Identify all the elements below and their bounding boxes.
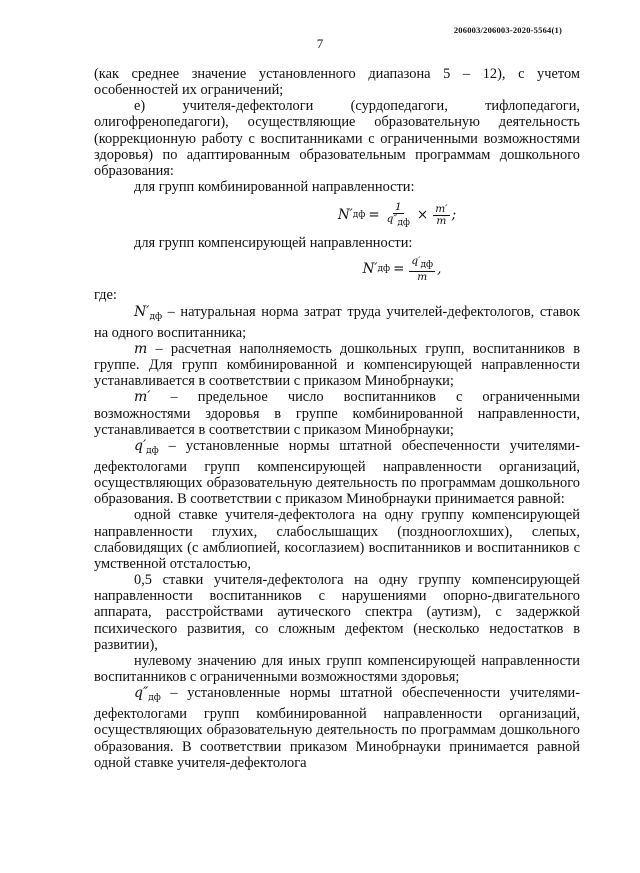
definition-text: – установленные нормы штатной обеспеченности учителями-дефектологами групп комбинированной направленности организаций, осуществляющих образовательную деятельность по программам дошкольного образования. В соответствии приказом Минобрнауки принимается равной одной ставке учителя-дефектолога xyxy=(94,685,580,771)
variable: $q''_{дф}$ xyxy=(134,685,161,704)
formula-compensating xyxy=(224,251,580,287)
variable: m xyxy=(134,340,148,357)
fraction xyxy=(385,202,412,229)
definition-text: – установленные нормы штатной обеспеченности учителями-дефектологами групп компенсирующей направленности организаций, осуществляющих образовательную деятельность по программам дошкольного образования. В соответствии с приказом Минобрнауки принимается равной: xyxy=(94,437,580,508)
definition-text: – расчетная наполняемость дошкольных групп, воспитанников в группе. Для групп комбинированной и компенсирующей направленности устанавливается в соответствии с приказом Минобрнауки; xyxy=(94,340,580,390)
paragraph: где: xyxy=(94,287,117,304)
paragraph: е) учителя-дефектологи (сурдопедагоги, тифлопедагоги, олигофренопедагоги), осуществляющие образовательную деятельность (коррекционную работу с воспитанниками с ограниченными возможностями здоровья) по адаптированным образовательным программам дошкольного образования: xyxy=(94,98,580,179)
definition-text: – предельное число воспитанников с ограниченными возможностями здоровья в группе комбинированной направленности, устанавливается в соответствии с приказом Минобрнауки; xyxy=(94,389,580,438)
paragraph: для групп компенсирующей направленности: xyxy=(134,235,413,252)
definition-paragraph xyxy=(94,389,580,437)
fraction-denominator: m xyxy=(417,270,428,283)
formula-end: , xyxy=(437,261,442,278)
fraction xyxy=(409,256,435,283)
variable: $N'_{дф}$ xyxy=(134,303,163,322)
fraction-numerator: q′дф xyxy=(411,254,434,270)
definition-paragraph xyxy=(94,438,580,508)
fraction-denominator: m xyxy=(436,214,447,227)
paragraph: одной ставке учителя-дефектолога на одну группу компенсирующей направленности глухих, слабослышащих (позднооглохших), слепых, слабовидящих (с амблиопией, косоглазием) воспитанников и воспитанников с умственной отсталостью, xyxy=(94,507,580,572)
formula-lhs: N′ xyxy=(337,207,353,224)
definition-paragraph xyxy=(94,341,580,389)
document-id: 206003/206003-2020-5564(1) xyxy=(453,25,562,35)
paragraph: (как среднее значение установленного диапазона 5 – 12), с учетом особенностей их ограничений; xyxy=(94,66,580,99)
formula-end: ; xyxy=(451,207,457,224)
paragraph: нулевому значению для иных групп компенсирующей направленности воспитанников с ограниченными возможностями здоровья; xyxy=(94,652,580,685)
fraction-denominator: q″дф xyxy=(386,212,410,228)
fraction-numerator: m′ xyxy=(435,202,448,215)
formula-equals: = xyxy=(393,261,405,278)
formula-lhs-subscript: дф xyxy=(377,264,391,275)
document-body xyxy=(94,66,580,771)
fraction xyxy=(433,204,449,227)
variable: $q'_{дф}$ xyxy=(134,437,159,456)
formula-lhs: N′ xyxy=(362,261,378,278)
definition-paragraph xyxy=(94,304,580,341)
paragraph: 0,5 ставки учителя-дефектолога на одну группу компенсирующей направленности воспитанников с нарушениями опорно-двигательного аппарата, расстройствами аутического спектра (аутизм), с задержкой психического развития, со сложным дефектом (несколько недостатков в развитии), xyxy=(94,572,580,653)
formula-combined xyxy=(214,195,580,235)
formula-times: × xyxy=(416,207,429,224)
variable: m′ xyxy=(134,389,151,406)
formula-equals: = xyxy=(368,207,380,224)
formula-lhs-subscript: дф xyxy=(352,210,366,221)
paragraph: для групп комбинированной направленности: xyxy=(134,179,415,196)
definition-paragraph xyxy=(94,685,580,771)
fraction-numerator: 1 xyxy=(394,200,402,213)
page-number: 7 xyxy=(316,36,324,51)
definition-text: – натуральная норма затрат труда учителей-дефектологов, ставок на одного воспитанника; xyxy=(94,303,580,341)
